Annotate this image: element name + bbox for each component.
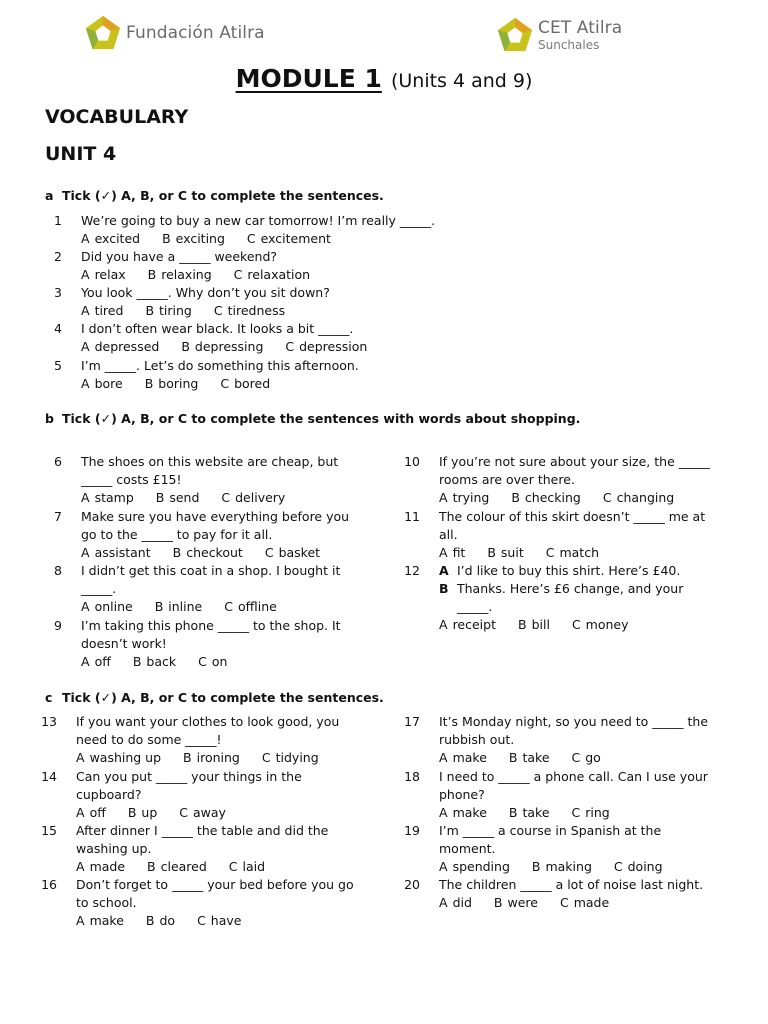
question-body [81, 357, 359, 393]
question-number: 8 [54, 563, 62, 578]
answer-option[interactable] [81, 266, 126, 284]
answer-option[interactable] [546, 544, 599, 562]
option-word: ring [585, 805, 610, 820]
option-letter: B [508, 750, 518, 765]
option-letter: A [76, 805, 85, 820]
option-word: relax [94, 267, 126, 282]
dialogue-line [439, 598, 683, 616]
question-number: 1 [54, 213, 62, 228]
dialogue-text: I’d like to buy this shirt. Here’s £40. [457, 563, 681, 578]
option-letter: C [213, 303, 223, 318]
answer-option[interactable] [76, 912, 124, 930]
answer-options [439, 616, 683, 634]
question-number: 15 [41, 823, 57, 838]
option-letter: C [559, 895, 569, 910]
option-letter: B [487, 545, 496, 560]
option-letter: B [172, 545, 182, 560]
question-text: After dinner I _____ the table and did the [76, 823, 329, 838]
answer-options [81, 338, 389, 356]
option-letter: A [439, 545, 448, 560]
answer-option[interactable] [494, 894, 538, 912]
option-letter: B [181, 339, 190, 354]
module-subtitle: (Units 4 and 9) [390, 70, 533, 92]
question-text: We’re going to buy a new car tomorrow! I’m really _____. [81, 213, 436, 228]
option-word: checking [524, 490, 581, 505]
option-word: making [545, 859, 592, 874]
left-logo-text: Fundación Atilra [126, 23, 265, 43]
question-text: I’m taking this phone _____ to the shop. It [81, 618, 341, 633]
option-letter: C [233, 267, 243, 282]
option-word: bore [94, 376, 123, 391]
question-text: If you’re not sure about your size, the _____ [439, 454, 710, 469]
option-word: laid [242, 859, 266, 874]
answer-options [81, 653, 341, 671]
option-letter: B [183, 750, 192, 765]
option-word: depression [299, 339, 368, 354]
option-word: basket [278, 545, 321, 560]
dialogue-text: Thanks. Here’s £6 change, and your [457, 581, 684, 596]
option-word: depressing [194, 339, 264, 354]
answer-option[interactable] [262, 749, 319, 767]
question-number: 16 [41, 877, 57, 892]
option-letter: C [285, 339, 295, 354]
question-body [81, 248, 332, 284]
option-letter: C [602, 490, 612, 505]
question-number: 18 [404, 769, 420, 784]
answer-option[interactable] [76, 749, 161, 767]
option-letter: A [439, 895, 448, 910]
option-word: bill [531, 617, 550, 632]
option-letter: A [81, 545, 90, 560]
option-letter: C [197, 913, 206, 928]
option-letter: C [179, 805, 188, 820]
unit-heading: UNIT 4 [45, 143, 117, 165]
answer-options [439, 858, 685, 876]
dialogue-line [439, 580, 683, 598]
answer-option[interactable] [220, 375, 270, 393]
question-body [81, 212, 435, 248]
answer-option[interactable] [197, 912, 241, 930]
answer-option[interactable] [532, 858, 592, 876]
question-text: I’m _____ a course in Spanish at the [439, 823, 662, 838]
answer-option[interactable] [81, 653, 111, 671]
option-word: relaxation [247, 267, 311, 282]
option-word: delivery [235, 490, 286, 505]
answer-option[interactable] [572, 616, 629, 634]
answer-option[interactable] [560, 894, 609, 912]
option-word: tired [94, 303, 124, 318]
answer-options [76, 749, 341, 767]
option-word: match [559, 545, 600, 560]
question-text: I didn’t get this coat in a shop. I bought it [81, 563, 341, 578]
option-letter: A [439, 805, 448, 820]
option-word: money [585, 617, 629, 632]
option-word: were [507, 895, 538, 910]
option-word: online [94, 599, 133, 614]
answer-option[interactable] [614, 858, 663, 876]
answer-option[interactable] [572, 749, 601, 767]
option-word: receipt [452, 617, 496, 632]
pentagon-logo-icon [496, 16, 534, 54]
option-letter: A [439, 617, 448, 632]
option-word: away [193, 805, 226, 820]
page-title [0, 64, 768, 93]
option-letter: C [224, 599, 233, 614]
question-text: go to the _____ to pay for it all. [81, 527, 273, 542]
option-word: inline [168, 599, 203, 614]
answer-option[interactable] [145, 302, 191, 320]
exercise-c-instruction: c Tick (✓) A, B, or C to complete the sentences. [45, 690, 384, 705]
option-word: tidying [275, 750, 319, 765]
option-letter: B [155, 490, 165, 505]
option-letter: A [439, 750, 448, 765]
answer-option[interactable] [229, 858, 265, 876]
option-word: up [141, 805, 158, 820]
option-letter: B [145, 913, 155, 928]
question-text: The children _____ a lot of noise last night. [439, 877, 704, 892]
answer-option[interactable] [81, 338, 159, 356]
question-text: washing up. [76, 841, 152, 856]
question-body [81, 284, 330, 320]
speaker-label: B [439, 581, 449, 596]
answer-option[interactable] [439, 858, 510, 876]
answer-options [81, 230, 435, 248]
option-word: did [452, 895, 472, 910]
answer-option[interactable] [198, 653, 227, 671]
question-number: 4 [54, 321, 62, 336]
question-number: 6 [54, 454, 62, 469]
option-word: make [452, 805, 487, 820]
answer-option[interactable] [439, 616, 496, 634]
option-letter: C [228, 859, 238, 874]
question-number: 14 [41, 769, 57, 784]
option-letter: A [81, 490, 90, 505]
question-text: phone? [439, 787, 485, 802]
option-letter: B [147, 267, 157, 282]
option-letter: B [511, 490, 520, 505]
answer-options [81, 266, 332, 284]
option-letter: B [493, 895, 503, 910]
option-word: spending [452, 859, 510, 874]
option-letter: B [144, 376, 154, 391]
question-body [439, 768, 708, 822]
option-letter: C [198, 654, 207, 669]
option-word: excited [94, 231, 141, 246]
answer-option[interactable] [148, 266, 212, 284]
answer-option[interactable] [439, 489, 489, 507]
question-text: You look _____. Why don’t you sit down? [81, 285, 330, 300]
option-letter: C [571, 805, 581, 820]
answer-option[interactable] [518, 616, 550, 634]
option-letter: B [162, 231, 171, 246]
answer-option[interactable] [81, 598, 133, 616]
answer-option[interactable] [146, 912, 175, 930]
question-text: I need to _____ a phone call. Can I use your [439, 769, 708, 784]
answer-option[interactable] [214, 302, 285, 320]
option-letter: C [571, 750, 581, 765]
question-text: The shoes on this website are cheap, but [81, 454, 339, 469]
answer-option[interactable] [509, 804, 550, 822]
question-number: 7 [54, 509, 62, 524]
answer-options [81, 489, 338, 507]
option-letter: A [81, 231, 90, 246]
question-number: 5 [54, 358, 62, 373]
right-logo-text: CET Atilra [538, 17, 623, 38]
option-word: off [94, 654, 111, 669]
answer-option[interactable] [265, 544, 320, 562]
option-letter: A [81, 654, 90, 669]
answer-option[interactable] [162, 230, 225, 248]
answer-option[interactable] [439, 749, 487, 767]
answer-option[interactable] [181, 338, 263, 356]
answer-option[interactable] [128, 804, 157, 822]
answer-option[interactable] [76, 858, 125, 876]
option-letter: C [571, 617, 581, 632]
option-word: bored [234, 376, 271, 391]
option-word: made [89, 859, 126, 874]
answer-options [76, 912, 354, 930]
option-word: made [573, 895, 610, 910]
answer-option[interactable] [509, 749, 550, 767]
question-body [81, 508, 349, 562]
fundacion-atilra-logo [84, 14, 265, 52]
option-word: make [89, 913, 124, 928]
answer-options [81, 375, 359, 393]
option-word: go [585, 750, 601, 765]
answer-option[interactable] [439, 804, 487, 822]
question-text: _____. [81, 581, 117, 596]
answer-options [81, 544, 349, 562]
answer-option[interactable] [439, 894, 472, 912]
option-letter: C [220, 376, 230, 391]
answer-option[interactable] [76, 804, 106, 822]
question-body [81, 617, 341, 671]
option-word: ironing [196, 750, 240, 765]
answer-option[interactable] [224, 598, 277, 616]
question-body [439, 508, 705, 562]
option-word: changing [616, 490, 675, 505]
dialogue-line [439, 562, 683, 580]
question-number: 20 [404, 877, 420, 892]
option-word: washing up [89, 750, 162, 765]
option-letter: B [508, 805, 518, 820]
option-word: cleared [160, 859, 207, 874]
option-letter: C [261, 750, 271, 765]
answer-option[interactable] [155, 598, 203, 616]
answer-options [439, 749, 708, 767]
option-word: excitement [260, 231, 331, 246]
option-letter: C [613, 859, 623, 874]
question-text: The colour of this skirt doesn’t _____ me at [439, 509, 706, 524]
option-word: suit [500, 545, 524, 560]
answer-option[interactable] [511, 489, 581, 507]
answer-options [76, 858, 328, 876]
question-body [439, 876, 703, 912]
option-letter: A [76, 750, 85, 765]
option-word: make [452, 750, 487, 765]
question-body [81, 562, 340, 616]
option-word: on [211, 654, 228, 669]
question-text: Make sure you have everything before you [81, 509, 350, 524]
question-text: Can you put _____ your things in the [76, 769, 302, 784]
option-word: checkout [186, 545, 243, 560]
answer-option[interactable] [81, 230, 140, 248]
cet-atilra-logo [496, 16, 622, 54]
answer-options [439, 489, 710, 507]
question-number: 19 [404, 823, 420, 838]
answer-option[interactable] [81, 375, 123, 393]
answer-option[interactable] [285, 338, 367, 356]
question-text: It’s Monday night, so you need to _____ the [439, 714, 709, 729]
option-word: tiredness [227, 303, 286, 318]
option-letter: A [81, 339, 90, 354]
question-number: 13 [41, 714, 57, 729]
question-number: 9 [54, 618, 62, 633]
option-letter: A [81, 303, 90, 318]
option-letter: A [76, 859, 85, 874]
option-word: tiring [159, 303, 192, 318]
answer-options [439, 544, 705, 562]
option-word: boring [158, 376, 199, 391]
question-body [439, 713, 708, 767]
question-body [439, 562, 683, 634]
answer-option[interactable] [81, 544, 151, 562]
option-letter: A [81, 267, 90, 282]
question-body [76, 713, 341, 767]
option-letter: B [132, 654, 142, 669]
question-text: _____ costs £15! [81, 472, 182, 487]
answer-option[interactable] [145, 375, 199, 393]
option-letter: C [264, 545, 274, 560]
answer-option[interactable] [81, 489, 134, 507]
answer-options [81, 302, 330, 320]
question-text: I don’t often wear black. It looks a bit _____. [81, 321, 354, 336]
question-text: cupboard? [76, 787, 142, 802]
option-word: doing [627, 859, 663, 874]
option-word: offline [237, 599, 277, 614]
option-word: relaxing [161, 267, 212, 282]
answer-options [439, 894, 703, 912]
question-body [81, 453, 338, 507]
question-text: rooms are over there. [439, 472, 575, 487]
answer-options [76, 804, 302, 822]
question-text: need to do some _____! [76, 732, 222, 747]
answer-option[interactable] [247, 230, 331, 248]
question-text: moment. [439, 841, 496, 856]
option-word: send [169, 490, 200, 505]
exercise-b-instruction: b Tick (✓) A, B, or C to complete the sentences with words about shopping. [45, 411, 581, 426]
option-letter: A [439, 490, 448, 505]
answer-option[interactable] [183, 749, 240, 767]
dialogue-text: _____. [457, 599, 493, 614]
option-word: depressed [94, 339, 160, 354]
question-body [76, 876, 354, 930]
question-number: 11 [404, 509, 420, 524]
option-word: assistant [94, 545, 151, 560]
option-word: fit [452, 545, 466, 560]
answer-option[interactable] [156, 489, 200, 507]
question-body [81, 320, 389, 356]
option-letter: B [127, 805, 137, 820]
question-text: doesn’t work! [81, 636, 167, 651]
option-letter: B [145, 303, 155, 318]
option-letter: B [154, 599, 164, 614]
question-text: I’m _____. Let’s do something this afternoon. [81, 358, 359, 373]
question-number: 2 [54, 249, 62, 264]
question-body [439, 822, 685, 876]
option-word: off [89, 805, 106, 820]
answer-option[interactable] [173, 544, 243, 562]
option-word: have [210, 913, 242, 928]
option-letter: A [81, 599, 90, 614]
answer-option[interactable] [234, 266, 310, 284]
option-letter: A [76, 913, 85, 928]
answer-option[interactable] [221, 489, 285, 507]
option-word: exciting [175, 231, 225, 246]
answer-option[interactable] [603, 489, 674, 507]
option-letter: B [147, 859, 156, 874]
speaker-label: A [439, 563, 449, 578]
question-text: all. [439, 527, 458, 542]
question-number: 12 [404, 563, 420, 578]
question-text: rubbish out. [439, 732, 515, 747]
answer-options [439, 804, 708, 822]
question-body [439, 453, 710, 507]
answer-options [81, 598, 340, 616]
answer-option[interactable] [133, 653, 176, 671]
exercise-a-instruction: a Tick (✓) A, B, or C to complete the sentences. [45, 188, 384, 203]
question-number: 10 [404, 454, 420, 469]
option-letter: B [518, 617, 527, 632]
option-letter: A [81, 376, 90, 391]
option-word: do [159, 913, 176, 928]
option-letter: B [531, 859, 541, 874]
question-number: 3 [54, 285, 62, 300]
option-word: take [522, 805, 550, 820]
option-letter: C [545, 545, 555, 560]
answer-option[interactable] [439, 544, 465, 562]
question-body [76, 822, 328, 876]
question-text: If you want your clothes to look good, you [76, 714, 340, 729]
answer-option[interactable] [81, 302, 123, 320]
option-word: take [522, 750, 550, 765]
section-heading: VOCABULARY [45, 106, 189, 128]
question-body [76, 768, 302, 822]
option-letter: C [221, 490, 231, 505]
answer-option[interactable] [147, 858, 207, 876]
option-word: trying [452, 490, 490, 505]
question-text: Did you have a _____ weekend? [81, 249, 278, 264]
module-title: MODULE 1 [235, 64, 382, 93]
question-text: Don’t forget to _____ your bed before you go [76, 877, 354, 892]
option-letter: A [439, 859, 448, 874]
option-word: stamp [94, 490, 134, 505]
question-number: 17 [404, 714, 420, 729]
right-logo-subtext: Sunchales [538, 37, 600, 52]
answer-option[interactable] [487, 544, 523, 562]
option-word: back [146, 654, 177, 669]
answer-option[interactable] [179, 804, 226, 822]
answer-option[interactable] [572, 804, 610, 822]
question-text: to school. [76, 895, 137, 910]
option-letter: C [246, 231, 256, 246]
pentagon-logo-icon [84, 14, 122, 52]
